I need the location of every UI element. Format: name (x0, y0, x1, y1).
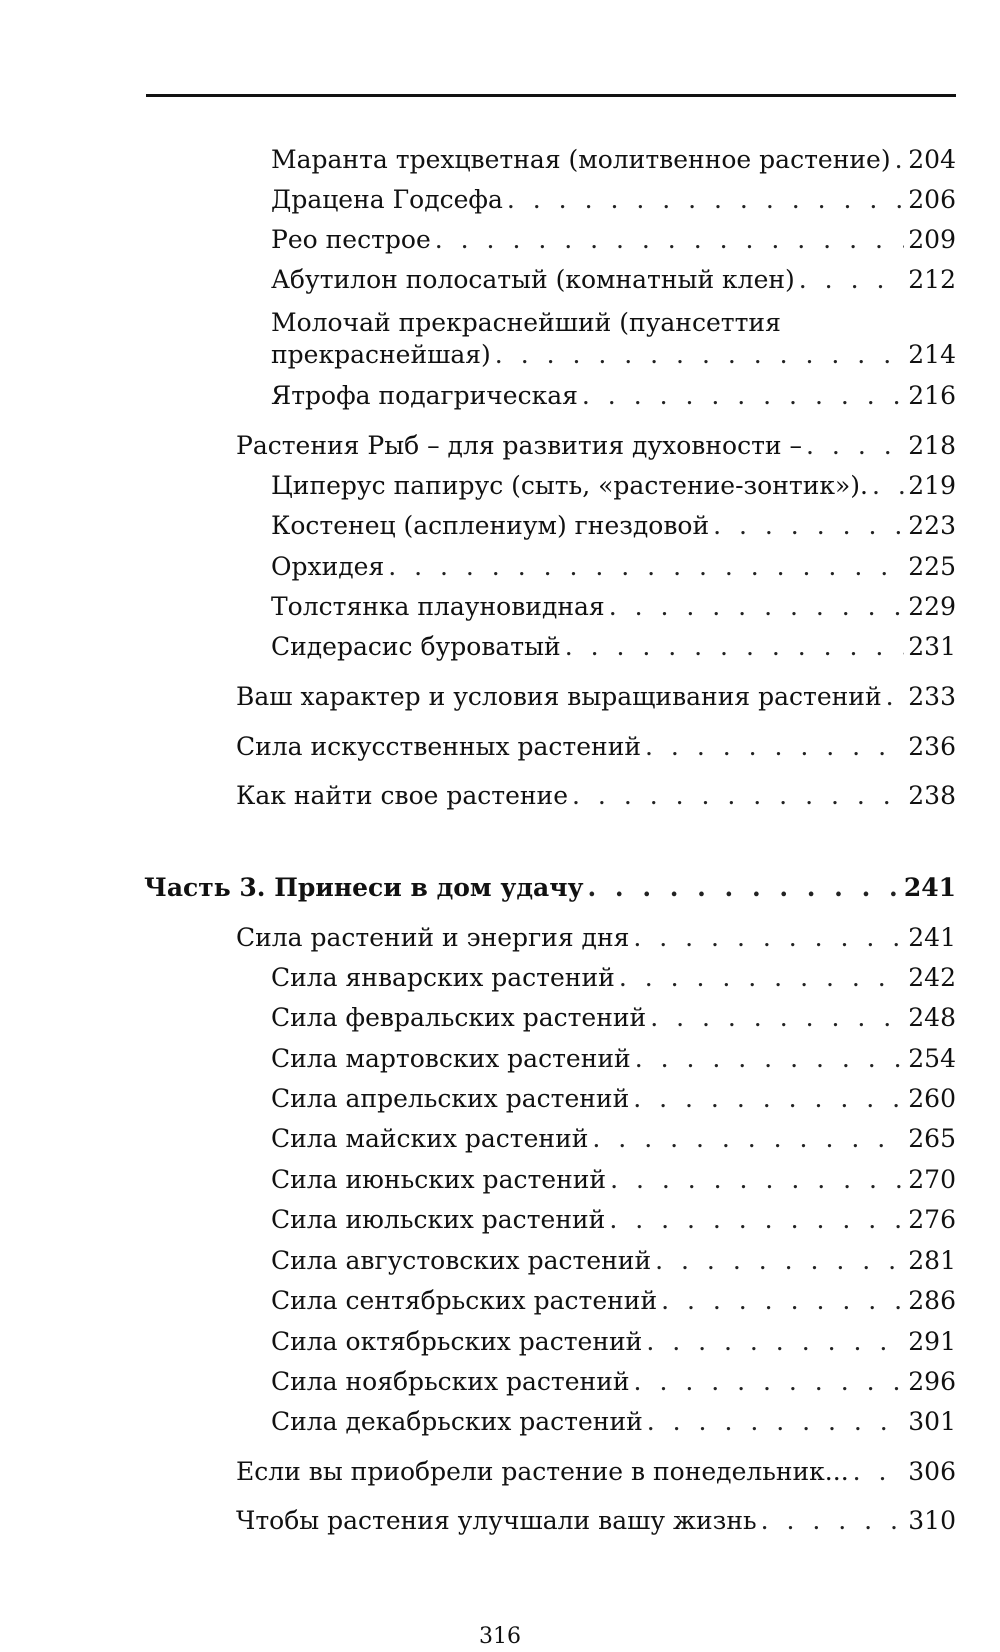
toc-section (236, 778, 956, 814)
toc-entry-page: 254 (908, 1044, 956, 1073)
toc-entry (271, 1364, 956, 1400)
toc-entry-title: Сила октябрьских растений (271, 1327, 643, 1356)
dot-leader (799, 262, 905, 298)
toc-entry-title: Сила январских растений (271, 963, 615, 992)
toc-entry-title: Сила ноябрьских растений (271, 1367, 630, 1396)
toc-entry-title: Сила растений и энергия дня (236, 923, 630, 952)
dot-leader (713, 508, 904, 544)
toc-section (236, 729, 956, 765)
toc-section (236, 920, 956, 956)
toc-entry-page: 216 (908, 381, 956, 410)
toc-entry-page: 241 (908, 923, 956, 952)
toc-entry-title: Драцена Годсефа (271, 185, 503, 214)
toc-entry-page: 209 (908, 225, 956, 254)
dot-leader (634, 1364, 905, 1400)
toc-entry-title: Сила апрельских растений (271, 1084, 630, 1113)
toc-entry-page: 241 (903, 873, 956, 902)
toc-entry-title: Абутилон полосатый (комнатный клен) (271, 265, 795, 294)
toc-entry-title: Растения Рыб – для развития духовности – (236, 431, 803, 460)
dot-leader (655, 1243, 904, 1279)
dot-leader (609, 1202, 904, 1238)
dot-leader (872, 468, 904, 504)
toc-entry-page: 306 (908, 1457, 956, 1486)
toc-entry-title: Часть 3. Принеси в дом удачу (144, 873, 584, 902)
toc-entry-page: 206 (908, 185, 956, 214)
toc-entry-page: 265 (908, 1124, 956, 1153)
toc-entry-title: Костенец (асплениум) гнездовой (271, 511, 710, 540)
toc-entry (271, 629, 956, 665)
toc-entry-page: 276 (908, 1205, 956, 1234)
toc-entry-page: 281 (908, 1246, 956, 1275)
toc-entry (271, 378, 956, 414)
toc-entry-title: Сила февральских растений (271, 1003, 647, 1032)
dot-leader (495, 337, 904, 373)
toc-entry (271, 1081, 956, 1117)
dot-leader (647, 1404, 905, 1440)
toc-entry-page: 212 (908, 265, 956, 294)
toc-entry-page: 225 (908, 552, 956, 581)
dot-leader (633, 1081, 904, 1117)
dot-leader (609, 589, 905, 625)
toc-entry (271, 589, 956, 625)
toc-entry-page: 260 (908, 1084, 956, 1113)
dot-leader (388, 549, 904, 585)
page-number: 316 (479, 1624, 521, 1649)
toc-entry-page: 291 (908, 1327, 956, 1356)
toc-entry (271, 1162, 956, 1198)
toc-entry (271, 1041, 956, 1077)
toc-entry (271, 142, 956, 178)
toc-entry (271, 508, 956, 544)
toc-entry-title: Сила сентябрьских растений (271, 1286, 658, 1315)
dot-leader (565, 629, 905, 665)
toc-entry-title: Сила майских растений (271, 1124, 589, 1153)
toc-entry-page: 219 (908, 471, 956, 500)
toc-entry-title: Ваш характер и условия выращивания растений (236, 682, 882, 711)
dot-leader (650, 1000, 904, 1036)
toc-part-heading (144, 870, 956, 906)
toc-entry-title: Если вы приобрели растение в понедельник... (236, 1457, 849, 1486)
dot-leader (635, 1041, 905, 1077)
toc-entry (271, 1404, 956, 1440)
toc-entry-title: Сила июньских растений (271, 1165, 607, 1194)
toc-entry (271, 1202, 956, 1238)
toc-entry (271, 182, 956, 218)
dot-leader (619, 960, 904, 996)
toc-entry-page: 296 (908, 1367, 956, 1396)
toc-entry (271, 1121, 956, 1157)
dot-leader (761, 1503, 905, 1539)
toc-section (236, 428, 956, 464)
dot-leader (886, 679, 905, 715)
toc-entry-title: Как найти свое растение (236, 781, 569, 810)
toc-entry-title: прекраснейшая) (271, 340, 491, 369)
toc-entry-title: Сила мартовских растений (271, 1044, 631, 1073)
toc-entry-title: Чтобы растения улучшали вашу жизнь (236, 1506, 757, 1535)
toc-entry-title: Ятрофа подагрическая (271, 381, 578, 410)
toc-entry (271, 1283, 956, 1319)
dot-leader (582, 378, 904, 414)
header-rule (146, 94, 956, 97)
dot-leader (592, 1121, 904, 1157)
toc-entry (271, 549, 956, 585)
toc-entry-page: 310 (908, 1506, 956, 1535)
dot-leader (435, 222, 905, 258)
dot-leader (633, 920, 904, 956)
toc-entry (271, 262, 956, 298)
toc-section (236, 1454, 956, 1490)
toc-entry-title: Орхидея (271, 552, 385, 581)
toc-entry-title: Сила августовских растений (271, 1246, 652, 1275)
toc-entry-page: 214 (908, 340, 956, 369)
toc-entry (271, 337, 956, 373)
toc-entry-title: Сила искусственных растений (236, 732, 642, 761)
toc-entry-page: 231 (908, 632, 956, 661)
dot-leader (588, 870, 900, 906)
toc-entry-page: 301 (908, 1407, 956, 1436)
toc-entry-page: 204 (908, 145, 956, 174)
toc-entry-title: Сила июльских растений (271, 1205, 606, 1234)
dot-leader (895, 142, 905, 178)
dot-leader (853, 1454, 905, 1490)
toc-entry-page: 270 (908, 1165, 956, 1194)
toc-entry-page: 218 (908, 431, 956, 460)
dot-leader (661, 1283, 904, 1319)
toc-entry-title: Циперус папирус (сыть, «растение-зонтик»). (271, 471, 868, 500)
toc-entry (271, 1243, 956, 1279)
toc-entry-title: Сидерасис буроватый (271, 632, 561, 661)
dot-leader (572, 778, 904, 814)
toc-entry (271, 960, 956, 996)
dot-leader (507, 182, 904, 218)
toc-entry-title: Толстянка плауновидная (271, 592, 605, 621)
toc-entry-title: Рео пестрое (271, 225, 431, 254)
toc-entry (271, 1324, 956, 1360)
toc-entry-page: 238 (908, 781, 956, 810)
toc-entry (271, 222, 956, 258)
toc-entry (271, 1000, 956, 1036)
toc-entry-page: 248 (908, 1003, 956, 1032)
toc-entry (271, 468, 956, 504)
toc-entry-page: 242 (908, 963, 956, 992)
dot-leader (806, 428, 904, 464)
toc-entry-title: Маранта трехцветная (молитвенное растение) (271, 145, 891, 174)
dot-leader (610, 1162, 904, 1198)
toc-section (236, 679, 956, 715)
toc-entry-title-line1: Молочай прекраснейший (пуансеттия (271, 308, 781, 337)
toc-entry-page: 286 (908, 1286, 956, 1315)
toc-entry-page: 233 (908, 682, 956, 711)
toc-entry-page: 229 (908, 592, 956, 621)
dot-leader (645, 729, 904, 765)
dot-leader (646, 1324, 904, 1360)
toc-entry-page: 236 (908, 732, 956, 761)
toc-entry-title: Сила декабрьских растений (271, 1407, 643, 1436)
toc-entry-page: 223 (908, 511, 956, 540)
toc-section (236, 1503, 956, 1539)
